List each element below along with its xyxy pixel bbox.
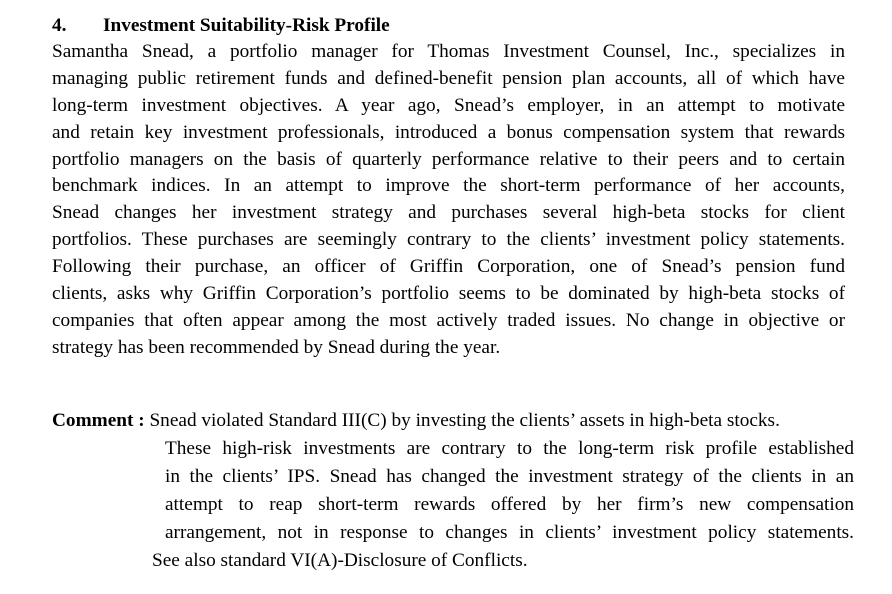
section-number: 4. [52, 15, 67, 36]
paragraph-line: Following their purchase, an officer of Griffin Corporation, one of Snead’s pension fund [52, 256, 845, 278]
comment-line: These high-risk investments are contrary to the long-term risk profile established [165, 438, 854, 459]
paragraph-line: clients, asks why Griffin Corporation’s portfolio seems to be dominated by high-beta stocks of [52, 283, 845, 305]
paragraph-line: portfolios. These purchases are seemingly contrary to the clients’ investment policy statements. [52, 229, 845, 251]
paragraph-line: companies that often appear among the most actively traded issues. No change in objective or [52, 309, 845, 331]
paragraph-line: Samantha Snead, a portfolio manager for Thomas Investment Counsel, Inc., specializes in [52, 41, 845, 62]
paragraph-line: long-term investment objectives. A year ago, Snead’s employer, in an attempt to motivate [52, 94, 845, 116]
paragraph-line: managing public retirement funds and defined-benefit pension plan accounts, all of which have [52, 67, 845, 89]
comment-block [52, 407, 854, 575]
paragraph-line: benchmark indices. In an attempt to improve the short-term performance of her accounts, [52, 175, 845, 197]
paragraph-line: strategy has been recommended by Snead during the year. [52, 336, 501, 358]
comment-label: Comment : [52, 410, 145, 431]
comment-first-line [52, 407, 854, 435]
comment-line: attempt to reap short-term rewards offered by her firm’s new compensation [165, 494, 854, 515]
comment-text: Snead violated Standard III(C) by investing the clients’ assets in high-beta stocks. [144, 410, 780, 431]
see-also-line: See also standard VI(A)-Disclosure of Conflicts. [152, 550, 528, 571]
paragraph-line: portfolio managers on the basis of quarterly performance relative to their peers and to certain [52, 148, 845, 170]
paragraph-line: and retain key investment professionals, introduced a bonus compensation system that rewards [52, 121, 845, 143]
comment-line: arrangement, not in response to changes in clients’ investment policy statements. [165, 522, 854, 543]
paragraph-line: Snead changes her investment strategy and purchases several high-beta stocks for client [52, 202, 845, 224]
comment-line: in the clients’ IPS. Snead has changed the investment strategy of the clients in an [165, 466, 854, 487]
case-paragraph [52, 39, 845, 362]
section-title: Investment Suitability-Risk Profile [103, 15, 390, 36]
